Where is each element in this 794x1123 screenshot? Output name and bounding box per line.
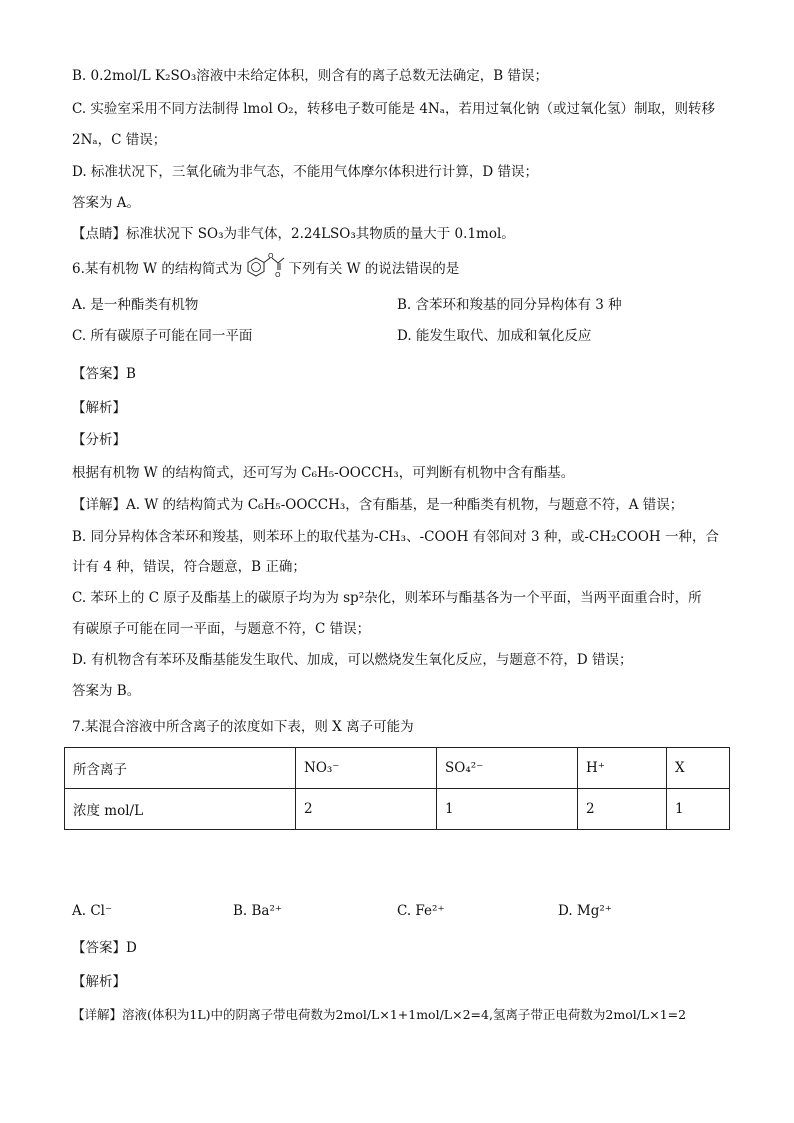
table-cell: SO₄²⁻ bbox=[437, 748, 578, 789]
option-b: B. Ba²⁺ bbox=[233, 903, 283, 919]
text-line: 答案为 A。 bbox=[72, 195, 141, 211]
option-a: A. Cl⁻ bbox=[72, 903, 113, 919]
option-b: B. 含苯环和羧基的同分异构体有 3 种 bbox=[397, 297, 622, 313]
table-cell: 1 bbox=[437, 789, 578, 830]
analysis-label: 【分析】 bbox=[72, 432, 126, 448]
table-row bbox=[65, 789, 730, 830]
option-a: A. 是一种酯类有机物 bbox=[72, 297, 199, 313]
answer-label: 【答案】D bbox=[72, 940, 137, 956]
phenyl-acetate-structure-icon bbox=[244, 250, 292, 282]
text-line: C. 苯环上的 C 原子及酯基上的碳原子均为为 sp²杂化，则苯环与酯基各为一个平面，当两平面重合时，所 bbox=[72, 590, 702, 606]
option-c: C. Fe²⁺ bbox=[397, 903, 445, 919]
analysis-label: 【解析】 bbox=[72, 400, 126, 416]
table-cell: 所含离子 bbox=[65, 748, 296, 789]
question-6-prefix: 6.某有机物 W 的结构简式为 bbox=[72, 261, 243, 277]
option-d: D. Mg²⁺ bbox=[558, 903, 612, 919]
svg-text:O: O bbox=[275, 271, 281, 279]
table-cell: 2 bbox=[578, 789, 667, 830]
table-cell: H⁺ bbox=[578, 748, 667, 789]
text-line: 答案为 B。 bbox=[72, 683, 141, 699]
ion-concentration-table bbox=[64, 747, 730, 830]
option-c: C. 所有碳原子可能在同一平面 bbox=[72, 328, 253, 344]
table-row bbox=[65, 748, 730, 789]
question-6-suffix: 下列有关 W 的说法错误的是 bbox=[288, 261, 460, 277]
table-cell: 2 bbox=[296, 789, 437, 830]
text-line: 2Nₐ，C 错误； bbox=[72, 132, 167, 148]
table-cell: 1 bbox=[667, 789, 730, 830]
text-line: C. 实验室采用不同方法制得 lmol O₂，转移电子数可能是 4Nₐ，若用过氧化钠（或过氧化氢）制取，则转移 bbox=[72, 101, 715, 117]
table-cell: 浓度 mol/L bbox=[65, 789, 296, 830]
text-line: 【点睛】标准状况下 SO₃为非气体，2.24LSO₃其物质的量大于 0.1mol。 bbox=[72, 226, 515, 242]
text-line: B. 同分异构体含苯环和羧基，则苯环上的取代基为-CH₃、-COOH 有邻间对 3 种，或-CH₂COOH 一种，合 bbox=[72, 529, 719, 545]
text-line: 计有 4 种，错误，符合题意，B 正确； bbox=[72, 559, 306, 575]
svg-text:O: O bbox=[268, 252, 274, 260]
text-line: 【详解】溶液(体积为1L)中的阴离子带电荷数为2mol/L×1+1mol/L×2=4,氢离子带正电荷数为2mol/L×1=2 bbox=[72, 1007, 687, 1022]
answer-label: 【答案】B bbox=[72, 366, 136, 382]
text-line: 有碳原子可能在同一平面，与题意不符，C 错误； bbox=[72, 621, 371, 637]
text-line: B. 0.2mol/L K₂SO₃溶液中未给定体积，则含有的离子总数无法确定，B 错误； bbox=[72, 68, 548, 84]
table-cell: NO₃⁻ bbox=[296, 748, 437, 789]
text-line: D. 标准状况下，三氧化硫为非气态，不能用气体摩尔体积进行计算，D 错误； bbox=[72, 164, 539, 180]
text-line: D. 有机物含有苯环及酯基能发生取代、加成，可以燃烧发生氧化反应，与题意不符，D 错误； bbox=[72, 652, 633, 668]
table-cell: X bbox=[667, 748, 730, 789]
text-line: 【详解】A. W 的结构简式为 C₆H₅-OOCCH₃，含有酯基，是一种酯类有机物，与题意不符，A 错误； bbox=[72, 497, 684, 513]
option-d: D. 能发生取代、加成和氧化反应 bbox=[397, 328, 592, 344]
analysis-label: 【解析】 bbox=[72, 974, 126, 990]
text-line: 根据有机物 W 的结构简式，还可写为 C₆H₅-OOCCH₃，可判断有机物中含有酯基。 bbox=[72, 465, 575, 481]
question-7-stem: 7.某混合溶液中所含离子的浓度如下表，则 X 离子可能为 bbox=[72, 719, 414, 735]
